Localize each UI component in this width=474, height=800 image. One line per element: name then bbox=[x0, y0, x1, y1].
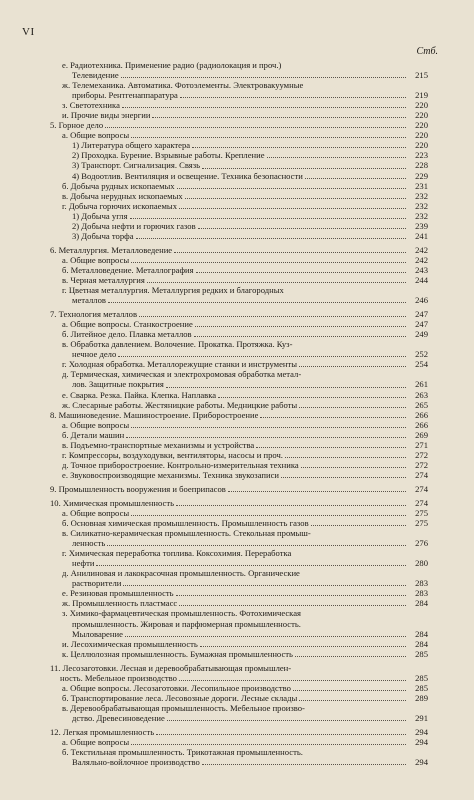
toc-entry-page: 242 bbox=[415, 254, 428, 265]
toc-entry-title: ленность bbox=[72, 538, 106, 549]
dot-leader bbox=[196, 272, 406, 273]
toc-entry-title: ж. Промышленность пластмасс bbox=[62, 598, 178, 609]
toc-entry-title: б. Текстильная промышленность. Трикотажная промышленность. bbox=[62, 747, 303, 758]
toc-entry bbox=[50, 518, 428, 528]
toc-entry-page: 220 bbox=[415, 100, 428, 111]
toc-entry bbox=[50, 255, 428, 265]
toc-entry-page: 263 bbox=[415, 389, 428, 400]
dot-leader bbox=[174, 252, 406, 253]
toc-entry bbox=[50, 568, 428, 578]
toc-entry-title: в. Подъемно-транспортные механизмы и устройства bbox=[62, 439, 255, 450]
dot-leader bbox=[301, 467, 406, 468]
toc-entry-title: д. Точное приборостроение. Контрольно-измерительная техника bbox=[62, 459, 299, 470]
dot-leader bbox=[311, 525, 406, 526]
toc-entry-title: г. Холодная обработка. Металлорежущие станки и инструменты bbox=[62, 359, 298, 370]
toc-entry-page: 272 bbox=[415, 449, 428, 460]
toc-entry bbox=[50, 245, 428, 255]
toc-entry bbox=[50, 120, 428, 130]
toc-entry bbox=[50, 703, 428, 713]
toc-entry-title: б. Добыча рудных ископаемых bbox=[62, 180, 175, 191]
toc-entry bbox=[50, 629, 428, 639]
toc-entry-page: 285 bbox=[415, 648, 428, 659]
toc-entry bbox=[50, 460, 428, 470]
dot-leader bbox=[179, 680, 406, 681]
toc-entry-title: г. Химическая переработка топлива. Коксохимия. Переработка bbox=[62, 548, 292, 559]
toc-entry-page: 274 bbox=[415, 497, 428, 508]
toc-entry-title: 4) Водоотлив. Вентиляция и освещение. Техника безопасности bbox=[72, 170, 303, 181]
toc-entry-title: а. Общие вопросы bbox=[62, 419, 130, 430]
toc-entry-page: 232 bbox=[415, 210, 428, 221]
toc-entry bbox=[50, 285, 428, 295]
toc-entry bbox=[50, 110, 428, 120]
toc-entry bbox=[50, 673, 428, 683]
toc-entry-page: 244 bbox=[415, 274, 428, 285]
toc-entry-title: нечное дело bbox=[72, 349, 117, 360]
dot-leader bbox=[305, 178, 406, 179]
dot-leader bbox=[156, 734, 406, 735]
toc-entry-page: 243 bbox=[415, 264, 428, 275]
toc-entry-page: 229 bbox=[415, 170, 428, 181]
toc-entry-title: лов. Защитные покрытия bbox=[72, 379, 164, 390]
table-of-contents bbox=[50, 60, 428, 767]
toc-entry-page: 280 bbox=[415, 558, 428, 569]
dot-leader bbox=[107, 545, 406, 546]
toc-entry-page: 223 bbox=[415, 150, 428, 161]
toc-entry bbox=[50, 484, 428, 494]
toc-entry-title: г. Компрессоры, воздуходувки, вентиляторы, насосы и проч. bbox=[62, 449, 283, 460]
toc-entry-title: 8. Машиноведение. Машиностроение. Приборостроение bbox=[50, 409, 259, 420]
toc-entry-title: металлов bbox=[72, 295, 106, 306]
toc-entry-page: 284 bbox=[415, 628, 428, 639]
toc-entry bbox=[50, 608, 428, 618]
dot-leader bbox=[198, 228, 406, 229]
toc-entry-page: 220 bbox=[415, 120, 428, 131]
toc-entry bbox=[50, 528, 428, 538]
toc-entry-title: в. Деревообрабатывающая промышленность. Мебельное произво- bbox=[62, 702, 305, 713]
toc-entry-title: 3) Транспорт. Сигнализация. Связь bbox=[72, 160, 201, 171]
toc-entry-title: Мыловарение bbox=[72, 628, 123, 639]
toc-entry-page: 254 bbox=[415, 359, 428, 370]
toc-entry-title: б. Основная химическая промышленность. Промышленность газов bbox=[62, 518, 309, 529]
toc-entry bbox=[50, 578, 428, 588]
toc-entry bbox=[50, 349, 428, 359]
toc-entry-title: е. Сварка. Резка. Пайка. Клепка. Наплавка bbox=[62, 389, 217, 400]
toc-entry-title: е. Резиновая промышленность bbox=[62, 588, 174, 599]
toc-entry bbox=[50, 450, 428, 460]
toc-entry-title: д. Термическая, химическая и электрохромовая обработка метал- bbox=[62, 369, 302, 380]
toc-entry bbox=[50, 538, 428, 548]
toc-entry bbox=[50, 90, 428, 100]
dot-leader bbox=[152, 117, 406, 118]
toc-entry-title: а. Общие вопросы bbox=[62, 130, 130, 141]
dot-leader bbox=[299, 366, 406, 367]
dot-leader bbox=[118, 356, 406, 357]
toc-entry-title: а. Общие вопросы. Лесозаготовки. Лесопильное производство bbox=[62, 682, 291, 693]
dot-leader bbox=[125, 636, 406, 637]
toc-entry-page: 261 bbox=[415, 379, 428, 390]
toc-entry-page: 252 bbox=[415, 349, 428, 360]
toc-entry-page: 294 bbox=[415, 737, 428, 748]
dot-leader bbox=[295, 656, 406, 657]
toc-entry-title: Валяльно-войлочное производство bbox=[72, 757, 200, 768]
toc-entry-title: а. Общие вопросы bbox=[62, 737, 130, 748]
toc-entry bbox=[50, 619, 428, 629]
dot-leader bbox=[180, 97, 406, 98]
dot-leader bbox=[131, 262, 406, 263]
toc-entry bbox=[50, 181, 428, 191]
toc-entry-title: 11. Лесозаготовки. Лесная и деревообрабатывающая промышлен- bbox=[50, 662, 292, 673]
toc-entry bbox=[50, 80, 428, 90]
dot-leader bbox=[299, 407, 406, 408]
toc-entry-title: Телевидение bbox=[72, 70, 119, 81]
dot-leader bbox=[267, 157, 406, 158]
toc-entry bbox=[50, 275, 428, 285]
toc-entry-title: в. Силикатно-керамическая промышленность. Стекольная промыш- bbox=[62, 528, 311, 539]
toc-entry bbox=[50, 663, 428, 673]
toc-entry bbox=[50, 508, 428, 518]
toc-entry bbox=[50, 309, 428, 319]
toc-entry-title: а. Общие вопросы. Станкостроение bbox=[62, 319, 193, 330]
toc-entry bbox=[50, 598, 428, 608]
toc-entry bbox=[50, 379, 428, 389]
toc-entry bbox=[50, 191, 428, 201]
toc-entry-page: 220 bbox=[415, 110, 428, 121]
toc-entry bbox=[50, 339, 428, 349]
dot-leader bbox=[96, 565, 406, 566]
dot-leader bbox=[166, 387, 406, 388]
toc-entry-title: д. Анилиновая и лакокрасочная промышленность. Органические bbox=[62, 568, 300, 579]
dot-leader bbox=[260, 417, 406, 418]
toc-entry-page: 284 bbox=[415, 638, 428, 649]
toc-entry-page: 239 bbox=[415, 220, 428, 231]
toc-entry bbox=[50, 420, 428, 430]
toc-entry bbox=[50, 683, 428, 693]
dot-leader bbox=[285, 457, 406, 458]
toc-entry bbox=[50, 60, 428, 70]
toc-entry-page: 275 bbox=[415, 508, 428, 519]
toc-entry-page: 274 bbox=[415, 469, 428, 480]
toc-entry-page: 276 bbox=[415, 538, 428, 549]
toc-entry bbox=[50, 430, 428, 440]
dot-leader bbox=[194, 336, 406, 337]
toc-entry-title: нефти bbox=[72, 558, 95, 569]
dot-leader bbox=[108, 302, 406, 303]
toc-entry-page: 232 bbox=[415, 190, 428, 201]
toc-entry-page: 294 bbox=[415, 727, 428, 737]
toc-entry-page: 272 bbox=[415, 459, 428, 470]
toc-entry-title: 9. Промышленность вооружения и боеприпасов bbox=[50, 483, 226, 494]
toc-entry-title: е. Радиотехника. Применение радио (радиолокация и проч.) bbox=[62, 60, 282, 70]
dot-leader bbox=[218, 397, 406, 398]
toc-entry bbox=[50, 727, 428, 737]
column-header: Стб. bbox=[416, 46, 438, 57]
toc-entry bbox=[50, 649, 428, 659]
toc-entry-title: в. Черная металлургия bbox=[62, 274, 145, 285]
toc-entry-title: б. Транспортирование леса. Лесовозные дороги. Лесные склады bbox=[62, 692, 298, 703]
toc-entry bbox=[50, 100, 428, 110]
toc-entry-title: е. Звуковоспроизводящие механизмы. Техника звукозаписи bbox=[62, 469, 280, 480]
toc-entry-page: 266 bbox=[415, 409, 428, 420]
toc-entry-page: 215 bbox=[415, 70, 428, 81]
toc-entry bbox=[50, 265, 428, 275]
toc-entry-page: 271 bbox=[415, 439, 428, 450]
toc-entry bbox=[50, 747, 428, 757]
toc-entry-title: 2) Проходка. Бурение. Взрывные работы. Крепление bbox=[72, 150, 265, 161]
dot-leader bbox=[281, 477, 406, 478]
toc-entry-title: 7. Технология металлов bbox=[50, 309, 138, 320]
toc-entry-page: 247 bbox=[415, 319, 428, 330]
toc-entry-page: 231 bbox=[415, 180, 428, 191]
dot-leader bbox=[105, 127, 406, 128]
toc-entry-page: 285 bbox=[415, 672, 428, 683]
toc-entry-title: и. Лесохимическая промышленность bbox=[62, 638, 198, 649]
dot-leader bbox=[131, 137, 406, 138]
toc-entry bbox=[50, 221, 428, 231]
dot-leader bbox=[202, 764, 406, 765]
dot-leader bbox=[130, 218, 406, 219]
toc-entry bbox=[50, 757, 428, 767]
toc-entry bbox=[50, 319, 428, 329]
toc-entry-title: в. Обработка давлением. Волочение. Прокатка. Протяжка. Куз- bbox=[62, 339, 293, 350]
toc-entry-title: 10. Химическая промышленность bbox=[50, 497, 175, 508]
toc-entry bbox=[50, 470, 428, 480]
toc-entry bbox=[50, 201, 428, 211]
dot-leader bbox=[256, 447, 406, 448]
dot-leader bbox=[131, 744, 406, 745]
toc-entry-title: б. Литейное дело. Плавка металлов bbox=[62, 329, 192, 340]
dot-leader bbox=[121, 77, 406, 78]
toc-entry-title: в. Добыча нерудных ископаемых bbox=[62, 190, 183, 201]
toc-entry bbox=[50, 498, 428, 508]
toc-entry-title: з. Химико-фармацевтическая промышленность. Фотохимическая bbox=[62, 608, 301, 619]
toc-entry-page: 266 bbox=[415, 419, 428, 430]
toc-entry bbox=[50, 369, 428, 379]
toc-entry bbox=[50, 548, 428, 558]
dot-leader bbox=[192, 147, 406, 148]
toc-entry bbox=[50, 295, 428, 305]
toc-entry-page: 220 bbox=[415, 130, 428, 141]
toc-entry-page: 242 bbox=[415, 244, 428, 255]
toc-entry-title: а. Общие вопросы bbox=[62, 254, 130, 265]
toc-entry-title: 12. Легкая промышленность bbox=[50, 727, 155, 737]
toc-entry-title: 1) Добыча угля bbox=[72, 210, 128, 221]
toc-entry-title: ж. Слесарные работы. Жестяницкие работы. Медницкие работы bbox=[62, 399, 298, 410]
toc-entry bbox=[50, 70, 428, 80]
toc-entry-page: 269 bbox=[415, 429, 428, 440]
toc-entry-page: 284 bbox=[415, 598, 428, 609]
dot-leader bbox=[123, 585, 406, 586]
dot-leader bbox=[202, 168, 406, 169]
toc-entry bbox=[50, 359, 428, 369]
toc-entry-title: ж. Телемеханика. Автоматика. Фотоэлементы. Электровакуумные bbox=[62, 80, 304, 91]
toc-entry-title: и. Прочие виды энергии bbox=[62, 110, 151, 121]
dot-leader bbox=[177, 188, 406, 189]
toc-entry bbox=[50, 558, 428, 568]
toc-entry-page: 220 bbox=[415, 140, 428, 151]
toc-entry-page: 265 bbox=[415, 399, 428, 410]
toc-entry-title: б. Детали машин bbox=[62, 429, 125, 440]
toc-entry-page: 285 bbox=[415, 682, 428, 693]
dot-leader bbox=[293, 690, 406, 691]
dot-leader bbox=[185, 198, 406, 199]
toc-entry bbox=[50, 231, 428, 241]
toc-entry-title: ность. Мебельное производство bbox=[60, 672, 177, 683]
toc-entry-title: г. Добыча горючих ископаемых bbox=[62, 200, 177, 211]
toc-entry bbox=[50, 693, 428, 703]
toc-entry-page: 283 bbox=[415, 588, 428, 599]
toc-entry-page: 291 bbox=[415, 712, 428, 723]
toc-entry-page: 283 bbox=[415, 578, 428, 589]
toc-entry bbox=[50, 140, 428, 150]
toc-entry bbox=[50, 160, 428, 170]
toc-entry bbox=[50, 150, 428, 160]
toc-entry bbox=[50, 588, 428, 598]
toc-entry bbox=[50, 440, 428, 450]
toc-entry-page: 228 bbox=[415, 160, 428, 171]
toc-entry-title: 1) Литература общего характера bbox=[72, 140, 191, 151]
toc-entry-title: 5. Горное дело bbox=[50, 120, 104, 131]
dot-leader bbox=[195, 326, 406, 327]
toc-entry bbox=[50, 329, 428, 339]
toc-entry bbox=[50, 390, 428, 400]
dot-leader bbox=[131, 427, 406, 428]
toc-entry-page: 249 bbox=[415, 329, 428, 340]
toc-entry-page: 294 bbox=[415, 757, 428, 768]
toc-entry-title: 3) Добыча торфа bbox=[72, 230, 134, 241]
toc-entry bbox=[50, 639, 428, 649]
dot-leader bbox=[167, 720, 406, 721]
dot-leader bbox=[200, 646, 406, 647]
toc-entry-title: б. Металловедение. Металлография bbox=[62, 264, 194, 275]
toc-entry-title: г. Цветная металлургия. Металлургия редких и благородных bbox=[62, 285, 284, 296]
dot-leader bbox=[131, 515, 406, 516]
toc-entry-title: приборы. Рентгенаппаратура bbox=[72, 90, 178, 101]
dot-leader bbox=[228, 491, 406, 492]
toc-entry-title: растворители bbox=[72, 578, 122, 589]
dot-leader bbox=[179, 605, 406, 606]
dot-leader bbox=[136, 238, 406, 239]
dot-leader bbox=[122, 107, 406, 108]
dot-leader bbox=[126, 437, 406, 438]
toc-entry-page: 219 bbox=[415, 90, 428, 101]
toc-entry-title: 6. Металлургия. Металловедение bbox=[50, 244, 173, 255]
toc-entry bbox=[50, 171, 428, 181]
toc-entry bbox=[50, 737, 428, 747]
toc-entry bbox=[50, 211, 428, 221]
page-number: VI bbox=[22, 26, 35, 38]
dot-leader bbox=[176, 595, 406, 596]
toc-entry-page: 241 bbox=[415, 230, 428, 241]
dot-leader bbox=[139, 316, 406, 317]
toc-entry bbox=[50, 410, 428, 420]
toc-entry-page: 246 bbox=[415, 295, 428, 306]
toc-entry-page: 247 bbox=[415, 309, 428, 320]
dot-leader bbox=[176, 505, 406, 506]
toc-entry-title: а. Общие вопросы bbox=[62, 508, 130, 519]
toc-entry-title: дство. Древесиноведение bbox=[72, 712, 165, 723]
toc-entry-title: з. Светотехника bbox=[62, 100, 120, 111]
toc-entry-title: промышленность. Жировая и парфюмерная промышленность. bbox=[72, 618, 301, 629]
dot-leader bbox=[147, 282, 406, 283]
toc-entry-page: 232 bbox=[415, 200, 428, 211]
toc-entry-title: к. Целлюлозная промышленность. Бумажная промышленность bbox=[62, 648, 293, 659]
toc-entry bbox=[50, 713, 428, 723]
toc-entry bbox=[50, 130, 428, 140]
toc-entry-page: 289 bbox=[415, 692, 428, 703]
toc-entry-page: 275 bbox=[415, 518, 428, 529]
toc-entry bbox=[50, 400, 428, 410]
dot-leader bbox=[299, 700, 406, 701]
toc-entry-page: 274 bbox=[415, 483, 428, 494]
dot-leader bbox=[179, 208, 406, 209]
toc-entry-title: 2) Добыча нефти и горючих газов bbox=[72, 220, 196, 231]
